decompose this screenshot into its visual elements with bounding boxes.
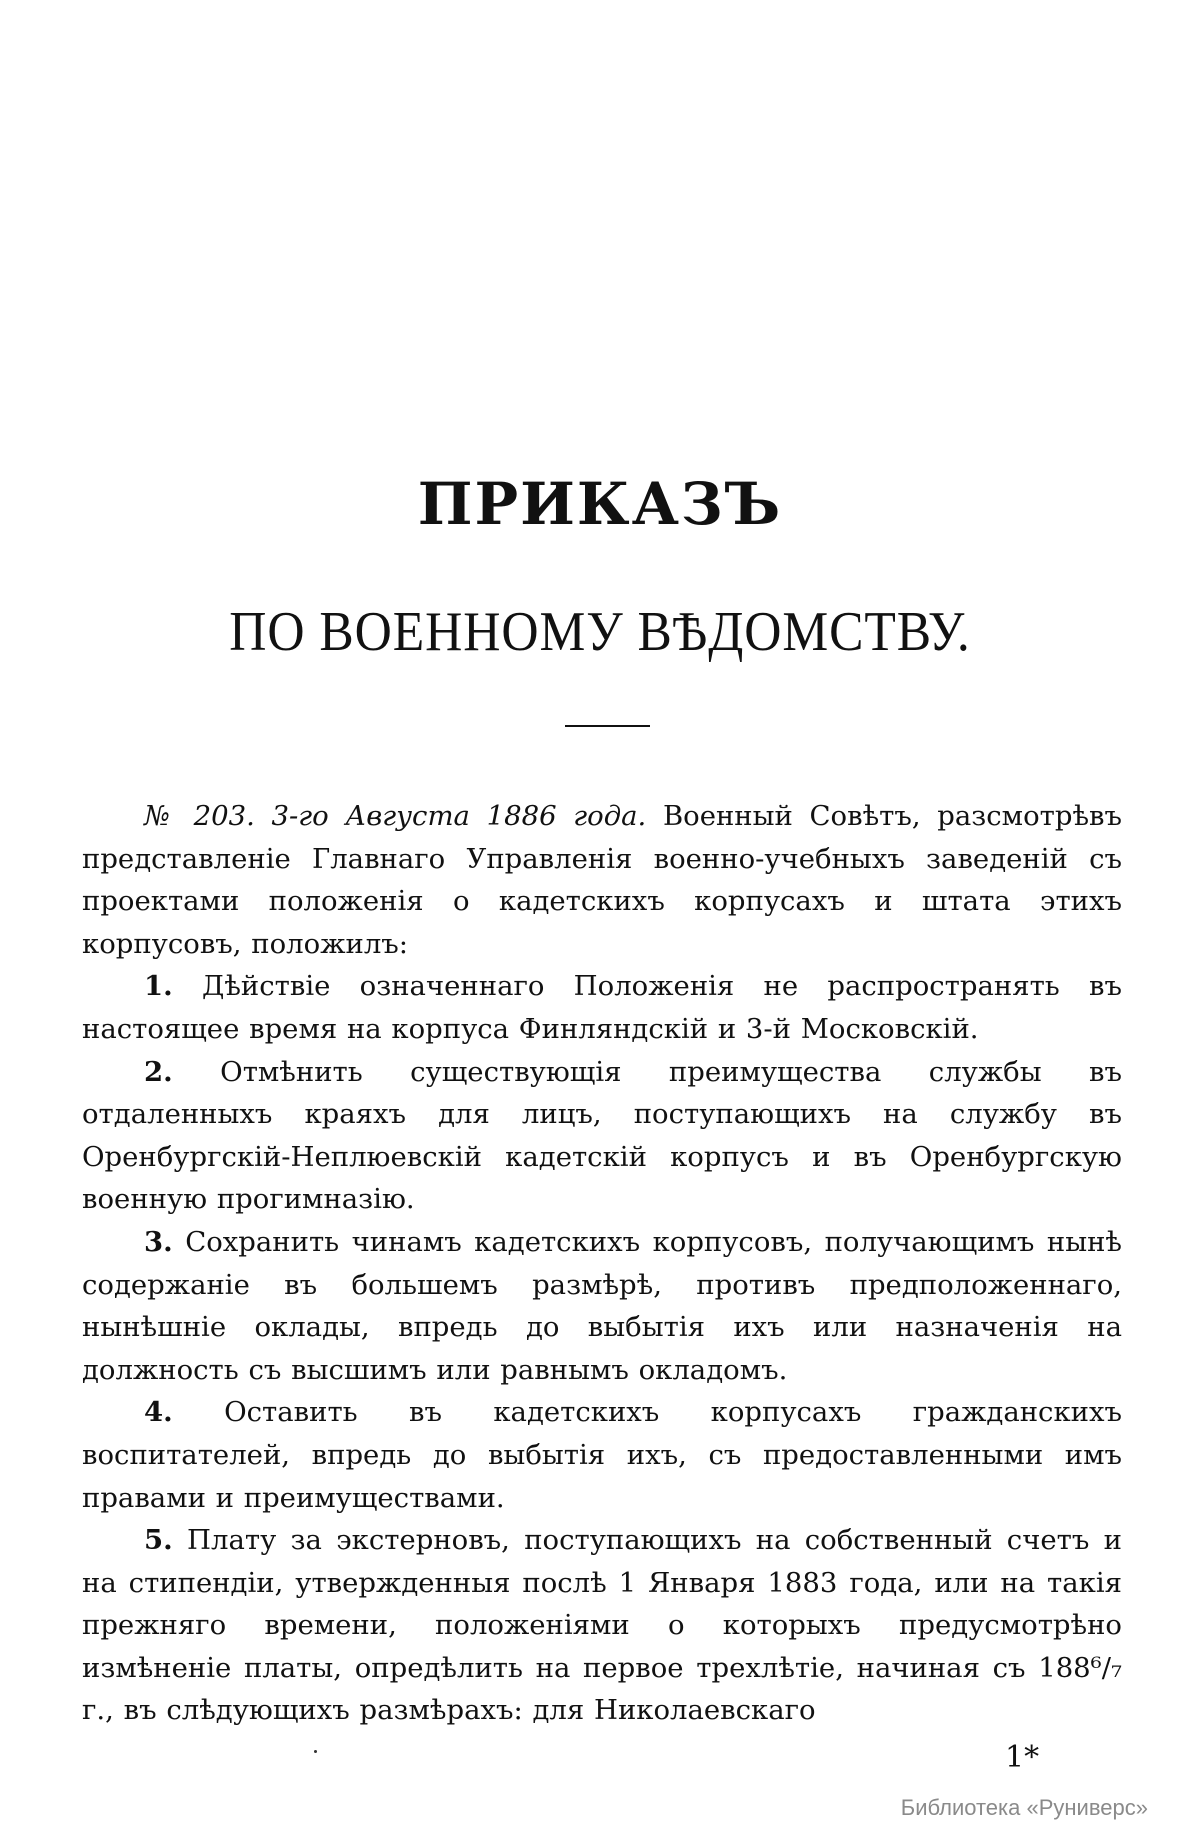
item-number: 5. (144, 1524, 173, 1557)
library-watermark: Библиотека «Руниверс» (900, 1795, 1148, 1820)
order-intro-paragraph (82, 795, 1122, 965)
item-number: 2. (144, 1055, 173, 1088)
item-text: Оставить въ кадетскихъ корпусахъ гражданскихъ воспитателей, впредь до выбытія ихъ, съ предоставленными имъ правами и преимуществами. (82, 1396, 1122, 1514)
page-number: 1* (1005, 1740, 1040, 1775)
order-item-3 (82, 1221, 1122, 1391)
order-item-4 (82, 1391, 1122, 1519)
document-title: ПРИКАЗЪ (417, 470, 783, 538)
order-body (82, 795, 1122, 1732)
document-subtitle: ПО ВОЕННОМУ ВѢДОМСТВУ. (229, 601, 971, 663)
print-speck (314, 1750, 317, 1753)
order-header: № 203. 3-го Августа 1886 года. (144, 800, 647, 832)
item-number: 3. (144, 1225, 173, 1258)
order-item-1 (82, 965, 1122, 1050)
item-text: Сохранить чинамъ кадетскихъ корпусовъ, получающимъ нынѣ содержаніе въ большемъ размѣрѣ, противъ предположеннаго, нынѣшніе оклады, впредь до выбытія ихъ или назначенія на должность съ высшимъ или равнымъ окладомъ. (82, 1225, 1122, 1386)
order-item-2 (82, 1051, 1122, 1221)
order-item-5 (82, 1519, 1122, 1732)
item-text: Плату за экстерновъ, поступающихъ на собственный счетъ и на стипендіи, утвержденныя послѣ 1 Января 1883 года, или на такія прежняго времени, положеніями о которыхъ предусмотрѣно измѣненіе платы, опредѣлить на первое трехлѣтіе, начиная съ 188⁶/₇ г., въ слѣдующихъ размѣрахъ: для Николаевскаго (82, 1524, 1122, 1727)
item-text: Отмѣнить существующія преимущества службы въ отдаленныхъ краяхъ для лицъ, поступающихъ на службу въ Оренбургскій-Неплюевскій кадетскій корпусъ и въ Оренбургскую военную прогимназію. (82, 1055, 1122, 1216)
item-number: 1. (144, 970, 173, 1003)
item-number: 4. (144, 1396, 173, 1429)
order-intro-text: Военный Совѣтъ, разсмотрѣвъ представленіе Главнаго Управленія военно-учебныхъ заведеній съ проектами положенія о кадетскихъ корпусахъ и штата этихъ корпусовъ, положилъ: (82, 800, 1123, 960)
item-text: Дѣйствіе означеннаго Положенія не распространять въ настоящее время на корпуса Финляндскій и 3-й Московскій. (82, 970, 1122, 1045)
title-divider (565, 725, 650, 727)
